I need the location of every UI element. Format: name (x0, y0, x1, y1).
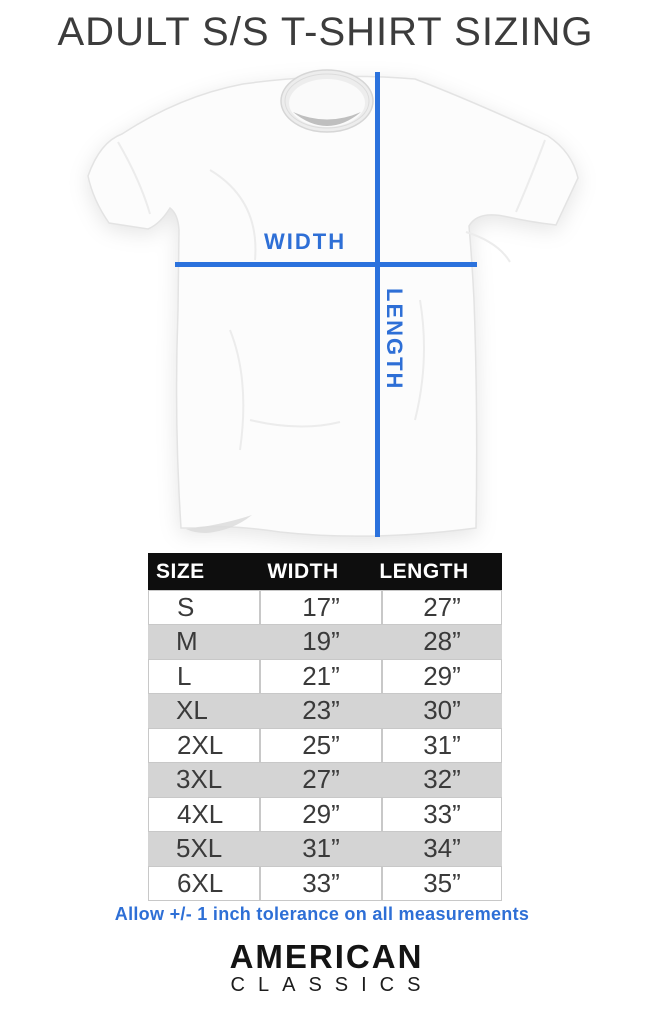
table-row (148, 659, 502, 694)
table-row (148, 694, 502, 729)
brand-name: AMERICAN (229, 938, 424, 975)
size-cell: 6XL (148, 866, 260, 901)
length-cell: 34” (423, 832, 461, 863)
size-cell: 4XL (148, 797, 260, 832)
size-cell: 5XL (176, 832, 223, 863)
shirt-collar (281, 70, 373, 132)
length-cell: 33” (382, 797, 502, 832)
size-cell: S (148, 590, 260, 625)
header-cell-width: WIDTH (267, 560, 339, 583)
width-cell: 29” (260, 797, 382, 832)
length-cell: 30” (423, 694, 461, 725)
tolerance-note: Allow +/- 1 inch tolerance on all measurements (114, 904, 530, 924)
width-label: WIDTH (264, 229, 347, 254)
length-cell: 28” (423, 625, 461, 656)
size-table (148, 553, 502, 901)
length-cell: 31” (382, 728, 502, 763)
header-cell-length: LENGTH (379, 560, 469, 583)
header-cell-size: SIZE (156, 560, 205, 583)
table-row (148, 728, 502, 763)
length-label: LENGTH (382, 288, 407, 391)
width-cell: 33” (260, 866, 382, 901)
length-cell: 27” (382, 590, 502, 625)
length-cell: 35” (382, 866, 502, 901)
width-cell: 25” (260, 728, 382, 763)
width-cell: 27” (302, 763, 340, 794)
width-cell: 21” (260, 659, 382, 694)
table-row (148, 763, 502, 798)
size-cell: L (148, 659, 260, 694)
width-cell: 17” (260, 590, 382, 625)
shirt-silhouette (88, 76, 578, 536)
brand-subname: CLASSICS (230, 974, 434, 996)
brand-logo (0, 940, 651, 996)
table-row (148, 832, 502, 867)
width-cell: 19” (302, 625, 340, 656)
width-measure-line (175, 262, 477, 267)
width-cell: 31” (302, 832, 340, 863)
width-cell: 23” (302, 694, 340, 725)
size-cell: 3XL (176, 763, 223, 794)
length-cell: 32” (423, 763, 461, 794)
size-cell: XL (176, 694, 208, 725)
length-measure-line (375, 72, 380, 537)
size-cell: M (176, 625, 198, 656)
table-row (148, 797, 502, 832)
size-cell: 2XL (148, 728, 260, 763)
size-table-header (148, 553, 502, 590)
page-title: ADULT S/S T-SHIRT SIZING (57, 10, 594, 54)
table-row (148, 866, 502, 901)
length-cell: 29” (382, 659, 502, 694)
table-row (148, 590, 502, 625)
size-table-body (148, 590, 502, 901)
table-row (148, 625, 502, 660)
